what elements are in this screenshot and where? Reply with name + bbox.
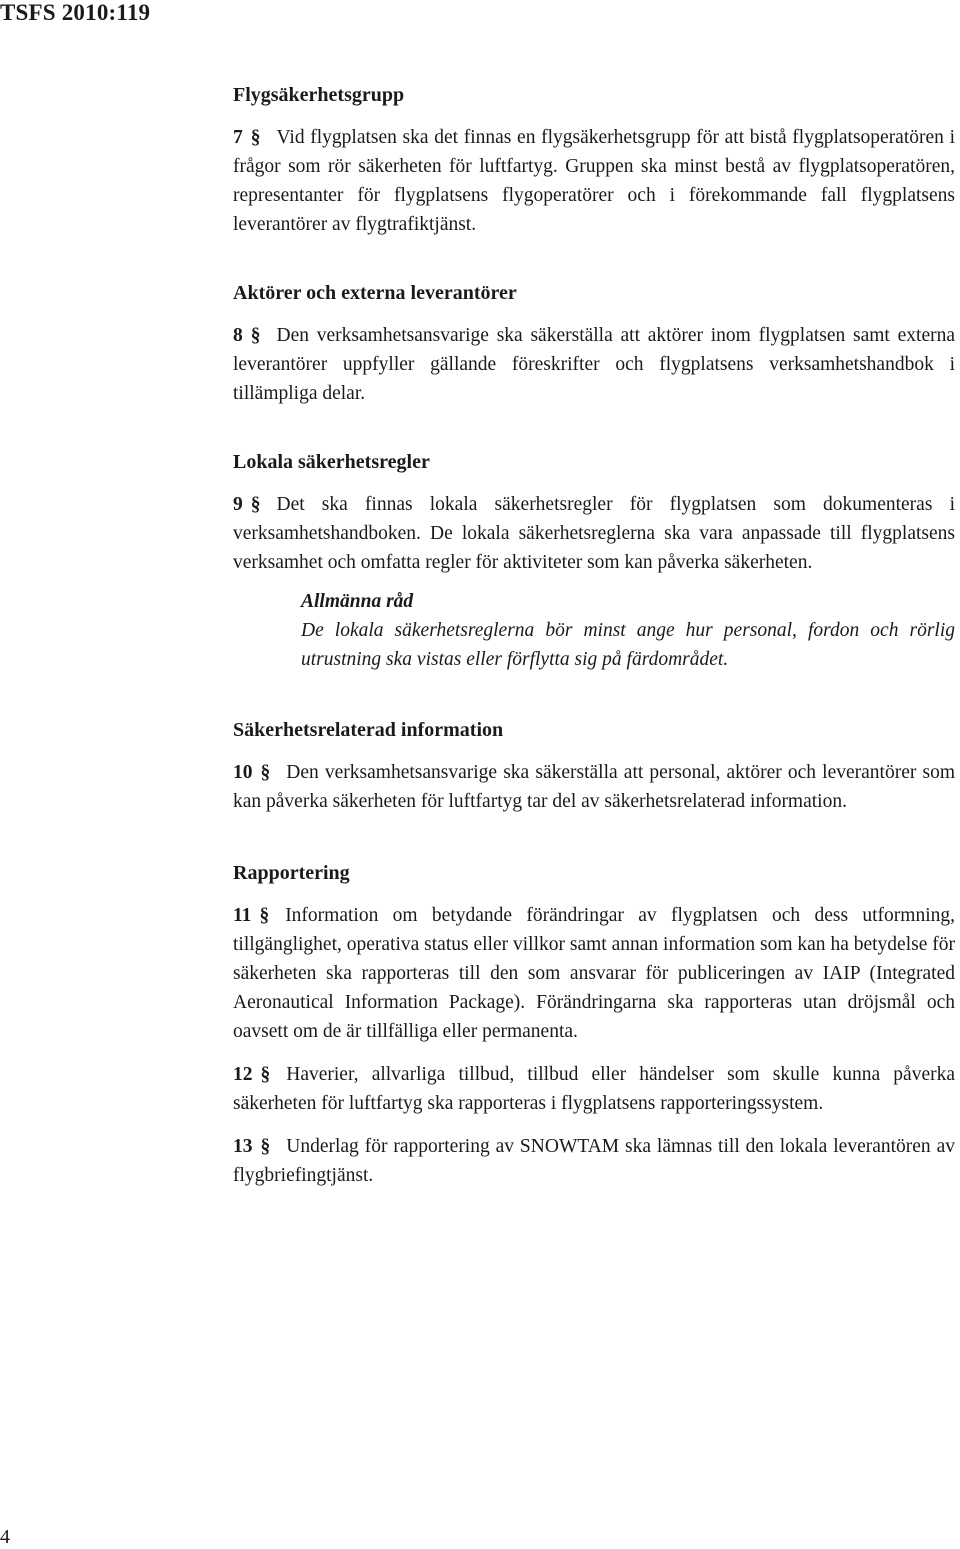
section-heading: Flygsäkerhetsgrupp xyxy=(233,84,405,106)
section-sign: § xyxy=(250,325,261,346)
paragraph-text: Underlag för rapportering av SNOWTAM ska lämnas till den lokala leverantören av flygbriefingtjänst. xyxy=(233,1136,955,1186)
paragraph-text: Haverier, allvarliga tillbud, tillbud eller händelser som skulle kunna påverka säkerheten för luftfartyg ska rapporteras i flygplatsens rapporteringssystem. xyxy=(233,1064,955,1114)
paragraph-text: Den verksamhetsansvarige ska säkerställa att aktörer inom flygplatsen samt externa leverantörer uppfyller gällande föreskrifter och flygplatsens verksamhetshandbok i tillämpliga delar. xyxy=(233,325,955,404)
section-sakerhetsrelaterad-information xyxy=(233,716,955,816)
paragraph-10 xyxy=(233,758,955,816)
section-sign: § xyxy=(260,1136,271,1157)
section-sign: § xyxy=(250,494,261,515)
section-sign: § xyxy=(260,1064,271,1085)
section-sign: § xyxy=(250,127,261,148)
running-head: TSFS 2010:119 xyxy=(0,0,151,25)
paragraph-number: 13 xyxy=(233,1136,253,1157)
general-advice xyxy=(301,587,955,674)
page-number: 4 xyxy=(0,1526,10,1548)
section-heading: Lokala säkerhetsregler xyxy=(233,451,430,473)
paragraph-13 xyxy=(233,1132,955,1190)
section-sign: § xyxy=(259,905,270,926)
paragraph-11 xyxy=(233,901,955,1046)
section-heading: Aktörer och externa leverantörer xyxy=(233,282,517,304)
advice-title: Allmänna råd xyxy=(301,591,414,612)
paragraph-7 xyxy=(233,123,955,239)
section-flygsakerhetsgrupp xyxy=(233,81,955,239)
section-lokala-sakerhetsregler xyxy=(233,448,955,674)
section-rapportering xyxy=(233,859,955,1190)
paragraph-text: Information om betydande förändringar av flygplatsen och dess utformning, tillgänglighet, operativa status eller villkor samt annan information som kan ha betydelse för säkerheten ska rapporteras till den som ansvarar för publiceringen av IAIP (Integrated Aeronautical Information Package). Förändringarna ska rapporteras utan dröjsmål och oavsett om de är tillfälliga eller permanenta. xyxy=(233,905,955,1042)
section-heading: Rapportering xyxy=(233,862,350,884)
advice-text: De lokala säkerhetsreglerna bör minst ange hur personal, fordon och rörlig utrustning ska vistas eller förflytta sig på färdområdet. xyxy=(301,620,955,670)
paragraph-number: 12 xyxy=(233,1064,253,1085)
paragraph-number: 8 xyxy=(233,325,243,346)
section-aktorer xyxy=(233,279,955,408)
paragraph-number: 11 xyxy=(233,905,252,926)
paragraph-text: Den verksamhetsansvarige ska säkerställa att personal, aktörer och leverantörer som kan påverka säkerheten för luftfartyg tar del av säkerhetsrelaterad information. xyxy=(233,762,955,812)
section-heading: Säkerhetsrelaterad information xyxy=(233,719,504,741)
section-sign: § xyxy=(260,762,271,783)
paragraph-text: Vid flygplatsen ska det finnas en flygsäkerhetsgrupp för att bistå flygplatsoperatören i frågor som rör säkerheten för luftfartyg. Gruppen ska minst bestå av flygplatsoperatören, representanter för flygplatsens flygoperatörer och i förekommande fall flygplatsens leverantörer av flygtrafiktjänst. xyxy=(233,127,955,235)
paragraph-8 xyxy=(233,321,955,408)
paragraph-number: 10 xyxy=(233,762,253,783)
paragraph-12 xyxy=(233,1060,955,1118)
paragraph-number: 7 xyxy=(233,127,243,148)
paragraph-9 xyxy=(233,490,955,577)
paragraph-number: 9 xyxy=(233,494,243,515)
document-body xyxy=(233,81,955,1190)
paragraph-text: Det ska finnas lokala säkerhetsregler för flygplatsen som dokumenteras i verksamhetshandboken. De lokala säkerhetsreglerna ska vara anpassade till flygplatsens verksamhet och omfatta regler för aktiviteter som kan påverka säkerheten. xyxy=(233,494,955,573)
